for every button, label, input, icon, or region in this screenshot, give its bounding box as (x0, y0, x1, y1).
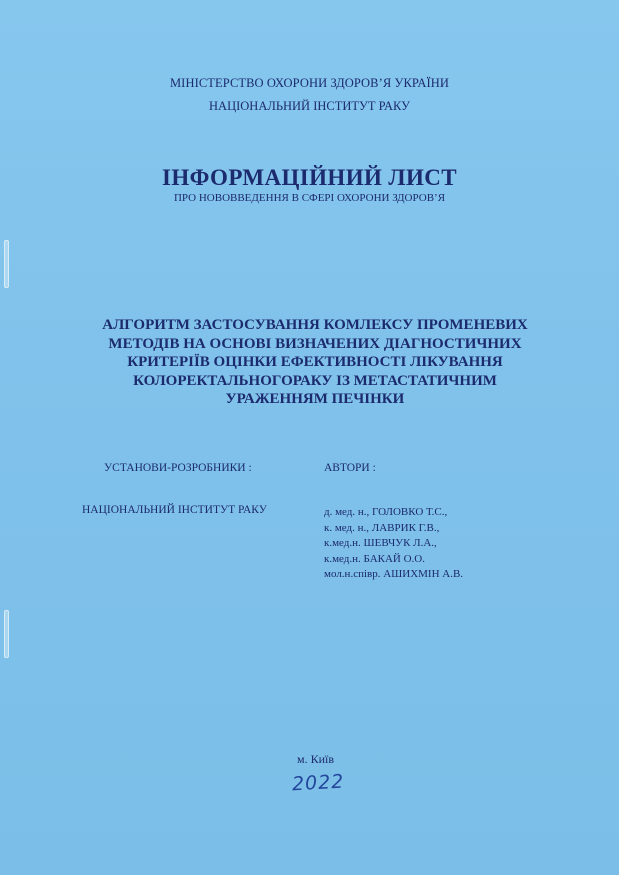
institute-header: НАЦІОНАЛЬНИЙ ІНСТИТУТ РАКУ (209, 99, 410, 113)
author-entry: мол.н.співр. АШИХМІН А.В. (324, 568, 464, 580)
ministry-name: МІНІСТЕРСТВО ОХОРОНИ ЗДОРОВ’Я УКРАЇНИ (169, 76, 450, 90)
topic-line: КОЛОРЕКТАЛЬНОГОРАКУ ІЗ МЕТАСТАТИЧНИМ (133, 372, 497, 389)
document-topic (60, 316, 570, 409)
handwritten-year: 2022 (291, 770, 345, 796)
topic-line: КРИТЕРІЇВ ОЦІНКИ ЕФЕКТИВНОСТІ ЛІКУВАННЯ (127, 354, 503, 370)
staple-mark (4, 610, 9, 658)
topic-line: МЕТОДІВ НА ОСНОВІ ВИЗНАЧЕНИХ ДІАГНОСТИЧНИХ (108, 335, 522, 352)
document-subtitle: ПРО НОВОВВЕДЕННЯ В СФЕРІ ОХОРОНИ ЗДОРОВ’Я (173, 192, 446, 204)
document-title: ІНФОРМАЦІЙНИЙ ЛИСТ (161, 165, 458, 190)
authors-list (324, 505, 463, 583)
author-entry: д. мед. н., ГОЛОВКО Т.С., (324, 506, 448, 518)
city: м. Київ (296, 752, 335, 766)
author-entry: к.мед.н. ШЕВЧУК Л.А., (324, 537, 437, 549)
author-entry: к.мед.н. БАКАЙ О.О. (324, 552, 426, 565)
topic-line: УРАЖЕННЯМ ПЕЧІНКИ (225, 391, 405, 407)
institutions-label: УСТАНОВИ-РОЗРОБНИКИ : (104, 462, 252, 474)
topic-line: АЛГОРИТМ ЗАСТОСУВАННЯ КОМЛЕКСУ ПРОМЕНЕВИХ (102, 317, 528, 333)
staple-mark (4, 240, 9, 288)
authors-label: АВТОРИ : (324, 462, 376, 474)
institution-name: НАЦІОНАЛЬНИЙ ІНСТИТУТ РАКУ (82, 504, 267, 516)
author-entry: к. мед. н., ЛАВРИК Г.В., (324, 521, 440, 534)
